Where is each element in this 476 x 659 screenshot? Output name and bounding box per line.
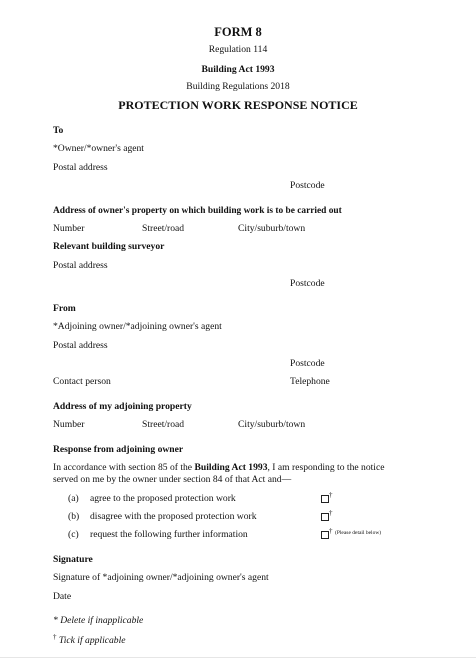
to-heading: To xyxy=(53,125,64,136)
surveyor-postcode-field[interactable]: Postcode xyxy=(290,278,325,289)
regulation: Regulation 114 xyxy=(208,44,268,55)
property-number-field[interactable]: Number xyxy=(53,223,85,234)
option-a-checkbox[interactable] xyxy=(321,495,329,503)
response-intro-act: Building Act 1993 xyxy=(194,462,268,473)
to-owner-field[interactable]: *Owner/*owner's agent xyxy=(53,143,144,154)
option-c-checkbox[interactable] xyxy=(321,531,329,539)
contact-person-field[interactable]: Contact person xyxy=(53,376,111,387)
option-c-note: (Please detail below) xyxy=(335,530,382,536)
option-b-dagger: † xyxy=(329,509,333,517)
option-a-text: agree to the proposed protection work xyxy=(90,493,236,504)
property-heading: Address of owner's property on which building work is to be carried out xyxy=(53,206,342,216)
telephone-field[interactable]: Telephone xyxy=(290,376,330,387)
signature-field[interactable]: Signature of *adjoining owner/*adjoining owner's agent xyxy=(53,572,269,583)
adjoining-heading: Address of my adjoining property xyxy=(53,401,192,412)
from-heading: From xyxy=(53,303,76,314)
footnote-tick: † Tick if applicable xyxy=(53,633,126,646)
from-postcode-field[interactable]: Postcode xyxy=(290,358,325,369)
response-intro-line1: In accordance with section 85 of the Building Act 1993, I am responding to the notice xyxy=(53,462,385,473)
footnote-delete: * Delete if inapplicable xyxy=(53,615,144,626)
form-number: FORM 8 xyxy=(214,25,262,39)
adjoining-city-field[interactable]: City/suburb/town xyxy=(238,419,306,430)
page-bottom-edge xyxy=(0,657,476,658)
option-a-dagger: † xyxy=(329,491,333,499)
from-postal-field[interactable]: Postal address xyxy=(53,340,108,351)
response-heading: Response from adjoining owner xyxy=(53,444,184,455)
option-b-checkbox[interactable] xyxy=(321,513,329,521)
option-c-text: request the following further information xyxy=(90,529,248,540)
property-street-field[interactable]: Street/road xyxy=(142,223,185,234)
adjoining-street-field[interactable]: Street/road xyxy=(142,419,185,430)
surveyor-heading: Relevant building surveyor xyxy=(53,241,165,252)
footnote-dagger: † xyxy=(53,633,57,641)
option-a-letter: (a) xyxy=(68,493,79,504)
date-field[interactable]: Date xyxy=(53,591,72,602)
regulations-name: Building Regulations 2018 xyxy=(186,81,290,92)
option-c-letter: (c) xyxy=(68,529,79,540)
option-b-letter: (b) xyxy=(68,511,80,522)
adjoining-number-field[interactable]: Number xyxy=(53,419,85,430)
option-b-text: disagree with the proposed protection work xyxy=(90,511,257,522)
act-name: Building Act 1993 xyxy=(201,64,275,75)
page-title: PROTECTION WORK RESPONSE NOTICE xyxy=(118,98,358,112)
signature-heading: Signature xyxy=(53,554,93,565)
property-city-field[interactable]: City/suburb/town xyxy=(238,223,306,234)
response-intro-line2: served on me by the owner under section 84 of that Act and— xyxy=(53,474,292,485)
to-postal-field[interactable]: Postal address xyxy=(53,162,108,173)
option-c-dagger: † xyxy=(329,527,333,535)
surveyor-postal-field[interactable]: Postal address xyxy=(53,260,108,271)
to-postcode-field[interactable]: Postcode xyxy=(290,180,325,191)
from-owner-field[interactable]: *Adjoining owner/*adjoining owner's agent xyxy=(53,321,222,332)
